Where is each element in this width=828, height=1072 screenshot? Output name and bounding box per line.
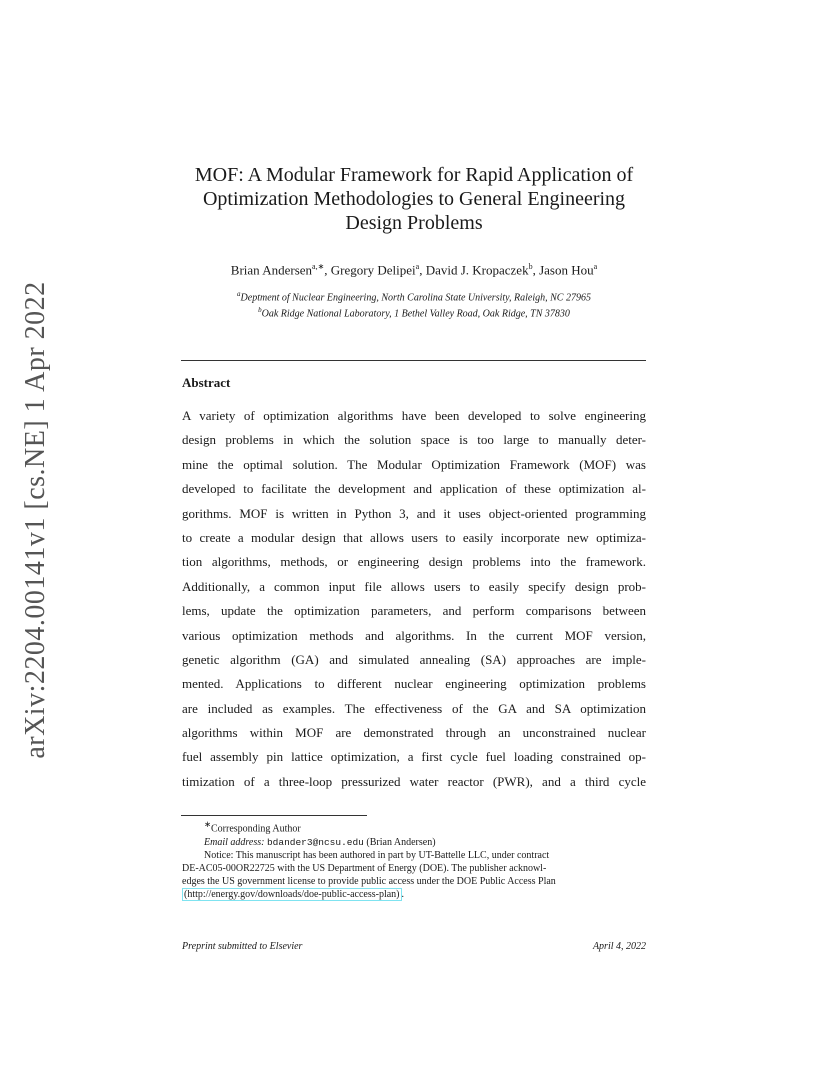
footnote-corresponding-text: Corresponding Author <box>210 823 301 835</box>
footnote-corresponding <box>182 818 646 836</box>
affiliation-mark: b <box>258 306 262 315</box>
abstract-line: developed to facilitate the development and application of these optimization al- <box>182 481 646 497</box>
author-affil-mark: a,∗ <box>312 262 325 271</box>
author-affil-mark: a <box>593 262 598 271</box>
abstract-line: Additionally, a common input file allows users to easily specify design prob- <box>182 578 646 594</box>
abstract-line: design problems in which the solution space is too large to manually deter- <box>182 432 646 448</box>
author-list <box>180 258 648 279</box>
notice-line: DE-AC05-00OR22725 with the US Department of Energy (DOE). The publisher acknowl- <box>182 862 547 874</box>
author-affil-mark: b <box>528 262 533 271</box>
abstract-line: algorithms within MOF are demonstrated through an unconstrained nuclear <box>182 725 646 741</box>
affiliation-text: Deptment of Nuclear Engineering, North Carolina State University, Raleigh, NC 27965 <box>240 292 591 304</box>
footer-preprint-note: Preprint submitted to Elsevier <box>182 941 303 952</box>
footnotes <box>182 818 646 902</box>
abstract-line: to create a modular design that allows users to easily incorporate new optimiza- <box>182 529 646 545</box>
author-separator: , <box>419 262 426 278</box>
author-name: David J. Kropaczek <box>425 262 529 278</box>
footer-date: April 4, 2022 <box>592 941 646 952</box>
doe-access-plan-link[interactable]: (http://energy.gov/downloads/doe-public-access-plan) <box>184 889 400 901</box>
title-line: MOF: A Modular Framework for Rapid Application of <box>194 164 634 186</box>
abstract-line: various optimization methods and algorithms. In the current MOF version, <box>182 627 646 643</box>
abstract-line: genetic algorithm (GA) and simulated annealing (SA) approaches are imple- <box>182 651 646 667</box>
abstract-body <box>182 404 646 794</box>
abstract-top-rule <box>181 360 646 361</box>
footnote-rule <box>181 815 367 816</box>
abstract-heading: Abstract <box>182 375 231 390</box>
email-address[interactable]: bdander3@ncsu.edu <box>266 836 364 848</box>
link-suffix: . <box>401 889 404 901</box>
affiliation-line <box>170 288 658 304</box>
abstract-line: tion algorithms, methods, or engineering design problems into the framework. <box>182 554 646 570</box>
abstract-line: A variety of optimization algorithms have been developed to solve engineering <box>182 408 646 423</box>
author-name: Jason Hou <box>539 262 594 278</box>
affiliation-text: Oak Ridge National Laboratory, 1 Bethel Valley Road, Oak Ridge, TN 37830 <box>261 308 570 320</box>
affiliation-mark: a <box>237 290 241 298</box>
footnote-email <box>182 836 646 849</box>
abstract-line: are included as examples. The effectiveness of the GA and SA optimization <box>182 700 646 716</box>
notice-link-line <box>182 888 646 901</box>
footnote-mark: ∗ <box>204 820 211 829</box>
title-line: Optimization Methodologies to General Engineering <box>202 188 626 210</box>
email-owner: (Brian Andersen) <box>366 836 436 848</box>
abstract-line: timization of a three-loop pressurized water reactor (PWR), and a third cycle <box>182 773 646 789</box>
author-separator: , <box>324 262 331 278</box>
author-separator: , <box>532 262 540 278</box>
paper-title <box>180 163 648 235</box>
affiliation-line <box>170 304 658 320</box>
notice-line: edges the US government license to provide public access under the DOE Public Access Plan <box>182 876 556 888</box>
author-affil-mark: a <box>415 262 420 271</box>
notice-line: Notice: This manuscript has been authored in part by UT-Battelle LLC, under contract <box>204 849 550 861</box>
title-line: Design Problems <box>345 212 483 234</box>
abstract-line: fuel assembly pin lattice optimization, a first cycle fuel loading constrained op- <box>182 749 646 765</box>
author-name: Brian Andersen <box>230 262 313 278</box>
abstract-line: lems, update the optimization parameters, and perform comparisons between <box>182 603 646 619</box>
abstract-line: mine the optimal solution. The Modular Optimization Framework (MOF) was <box>182 456 646 472</box>
affiliations <box>170 288 658 321</box>
abstract-line: gorithms. MOF is written in Python 3, and it uses object-oriented programming <box>182 505 646 521</box>
arxiv-side-stamp: arXiv:2204.00141v1 [cs.NE] 1 Apr 2022 <box>20 281 51 759</box>
email-label: Email address: <box>204 836 265 848</box>
author-name: Gregory Delipei <box>330 262 416 278</box>
abstract-line: mented. Applications to different nuclear engineering optimization problems <box>182 676 646 692</box>
